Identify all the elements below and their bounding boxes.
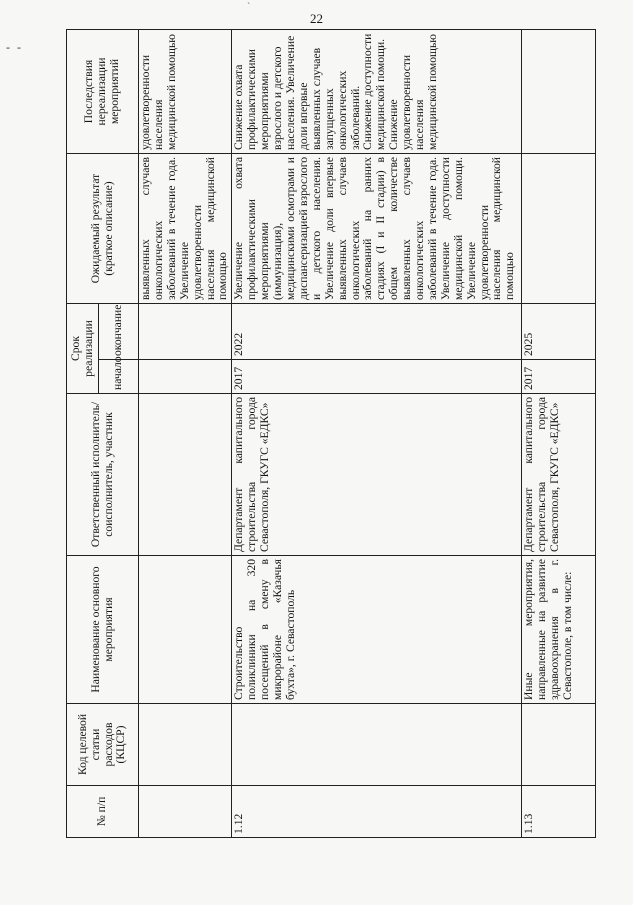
row-num: 1.13 [522, 786, 596, 838]
row-end: 2025 [522, 304, 596, 360]
header-num: № п/п [67, 786, 139, 838]
row-responsible [139, 394, 232, 556]
row-kcsr [232, 704, 522, 786]
row-result: выявленных случаев онкологических заболеваний в течение года. Увеличение удовлетворенности населения медицинской помощью [139, 154, 232, 304]
row-result [522, 154, 596, 304]
row-start [139, 360, 232, 394]
row-num: 1.12 [232, 786, 522, 838]
header-end: окончание [99, 304, 139, 360]
row-result: Увеличение охвата профилактическими мероприятиями (иммунизация), медицинскими осмотрами и диспансеризацией взрослого и детского населения. Увеличение доли впервые выявленных случаев онкологических заболеваний на ранних стадиях (I и II стадии) в общем количестве выявленных случаев онкологических заболеваний в течение года. Увеличение доступности медицинской помощи. Увеличение удовлетворенности населения медицинской помощью [232, 154, 522, 304]
header-consequences: Последствия нереализации мероприятий [67, 30, 139, 154]
header-term: Срок реализации [67, 304, 99, 394]
row-kcsr [139, 704, 232, 786]
row-name [139, 556, 232, 704]
header-result: Ожидаемый результат (краткое описание) [67, 154, 139, 304]
scan-speck: ` [247, 2, 251, 13]
row-start: 2017 [232, 360, 522, 394]
table-row [522, 30, 596, 838]
row-end [139, 304, 232, 360]
row-start: 2017 [522, 360, 596, 394]
row-responsible: Департамент капитального строительства города Севастополя, ГКУГС «ЕДКС» [522, 394, 596, 556]
row-consequences: удовлетворенности населения медицинской помощью [139, 30, 232, 154]
table-row [232, 30, 522, 838]
header-start: начало [99, 360, 139, 394]
page-number: 22 [310, 11, 323, 26]
row-name: Иные мероприятия, направленные на развитие здравоохранения в г. Севастополе, в том числе: [522, 556, 596, 704]
header-name: Наименование основного мероприятия [67, 556, 139, 704]
row-responsible: Департамент капитального строительства города Севастополя, ГКУГС «ЕДКС» [232, 394, 522, 556]
row-consequences [522, 30, 596, 154]
row-kcsr [522, 704, 596, 786]
header-kcsr: Код целевой статьи расходов (КЦСР) [67, 704, 139, 786]
row-name: Строительство поликлиники на 320 посещений в смену в микрорайоне «Казачья бухта», г. Севастополь [232, 556, 522, 704]
header-responsible: Ответственный исполнитель/соисполнитель, участник [67, 394, 139, 556]
row-end: 2022 [232, 304, 522, 360]
table-row [139, 30, 232, 838]
activities-table [66, 29, 596, 838]
rotated-table-wrapper [66, 30, 596, 838]
scan-margin-mark: - - [6, 40, 23, 54]
row-num [139, 786, 232, 838]
row-consequences: Снижение охвата профилактическими мероприятиями взрослого и детского населения. Увеличение доли впервые выявленных случаев запущенных онкологических заболеваний. Снижение доступности медицинской помощи. Снижение удовлетворенности населения медицинской помощью [232, 30, 522, 154]
